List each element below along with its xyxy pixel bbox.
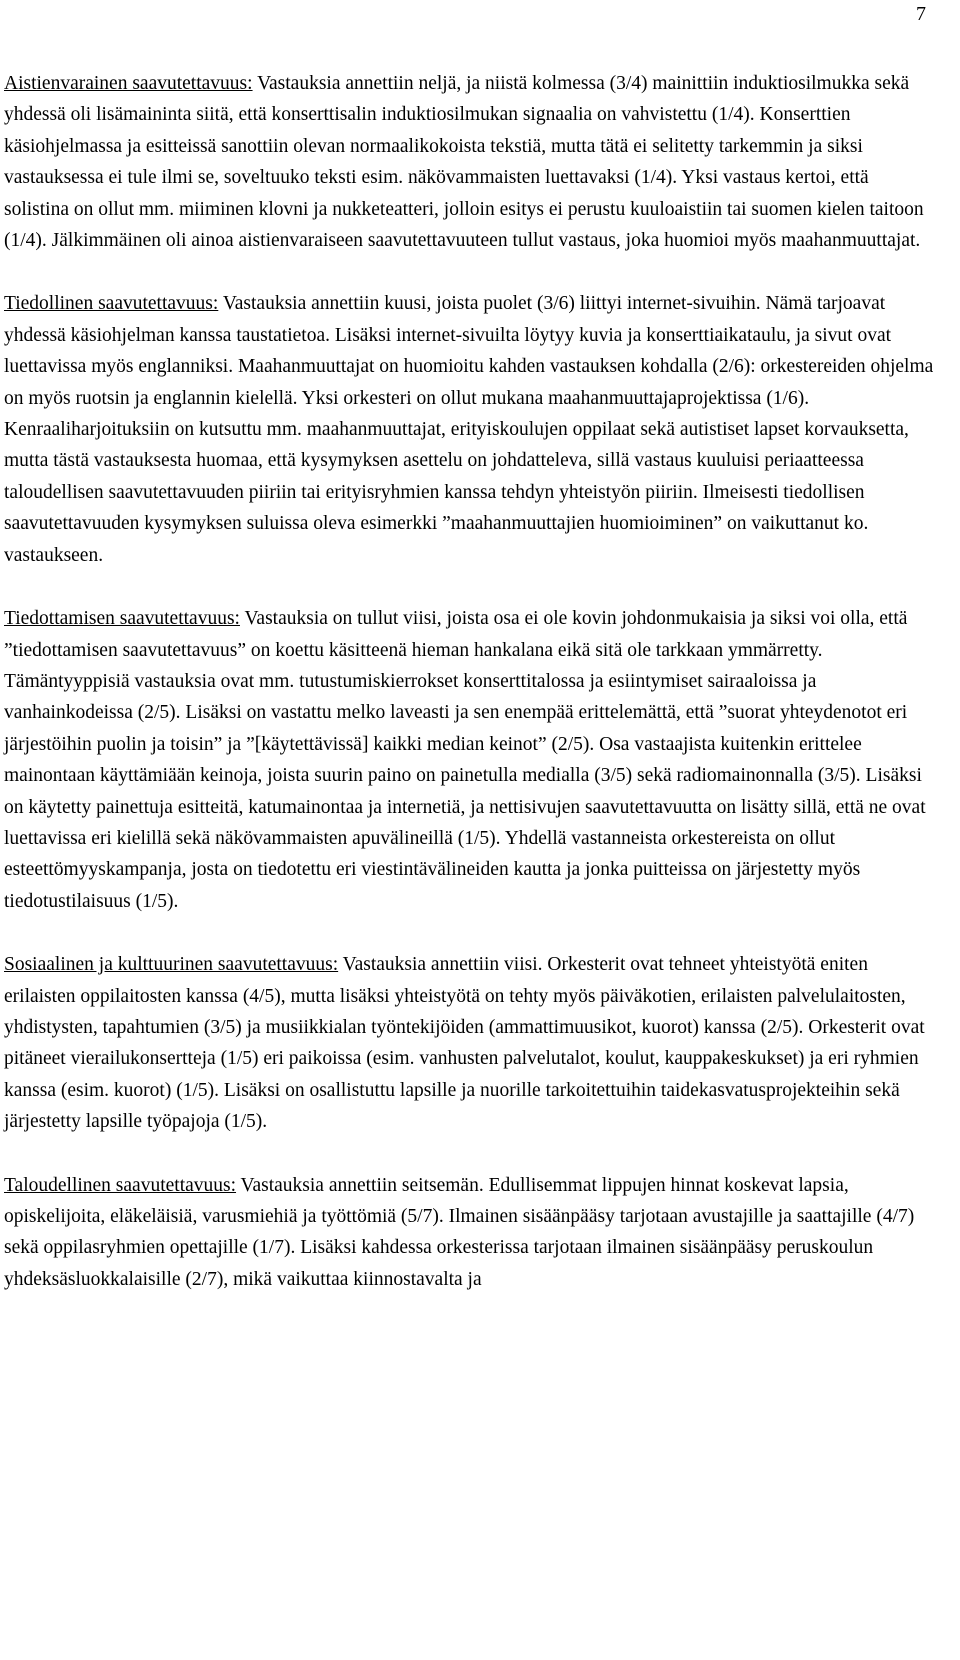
- page-number: 7: [916, 3, 926, 25]
- section-tiedollinen: [4, 288, 936, 571]
- section-heading: Taloudellinen saavutettavuus:: [4, 1174, 237, 1196]
- section-heading: Tiedollinen saavutettavuus:: [4, 293, 219, 315]
- section-heading: Sosiaalinen ja kulttuurinen saavutettavuus:: [4, 954, 339, 976]
- section-sosiaalinen: [4, 949, 936, 1137]
- section-heading: Aistienvarainen saavutettavuus:: [4, 73, 253, 94]
- section-heading: Tiedottamisen saavutettavuus:: [4, 608, 240, 630]
- section-text: Vastauksia annettiin viisi. Orkesterit ovat tehneet yhteistyötä eniten erilaisten oppilaitosten kanssa (4/5), mutta lisäksi yhteistyötä on tehty myös päiväkotien, erilaisten palvelulaitosten, yhdistysten, tapahtumien (3/5) ja musiikkialan työntekijöiden (ammattimuusikot, kuorot) kanssa (2/5). Orkesterit ovat pitäneet vierailukonsertteja (1/5) eri paikoissa (esim. vanhusten palvelutalot, koulut, kauppakeskukset) ja eri ryhmien kanssa (esim. kuorot) (1/5). Lisäksi on osallistuttu lapsille ja nuorille tarkoitettuihin taidekasvatusprojekteihin sekä järjestetty lapsille työpajoja (1/5).: [4, 954, 925, 1133]
- section-text: Vastauksia annettiin seitsemän. Edullisemmat lippujen hinnat koskevat lapsia, opiskelijoita, eläkeläisiä, varusmiehiä ja työttömiä (5/7). Ilmainen sisäänpääsy tarjotaan avustajille ja saattajille (4/7) sekä oppilasryhmien opettajille (1/7). Lisäksi kahdessa orkesterissa tarjotaan ilmainen sisäänpääsy peruskoulun yhdeksäsluokkalaisille (2/7), mikä vaikuttaa kiinnostavalta ja: [4, 1174, 915, 1290]
- section-text: Vastauksia annettiin neljä, ja niistä kolmessa (3/4) mainittiin induktiosilmukka sekä yhdessä oli lisämaininta siitä, että konserttisalin induktiosilmukan signaalia on vahvistettu (1/4). Konserttien käsiohjelmassa ja esitteissä sanottiin olevan normaalikokoista tekstiä, mutta tätä ei selitetty tarkemmin ja siksi vastauksessa ei tule ilmi se, soveltuuko teksti esim. näkövammaisten luettavaksi (1/4). Yksi vastaus kertoi, että solistina on ollut mm. miiminen klovni ja nukketeatteri, jolloin esitys ei perustu kuuloaistiin tai suomen kielen taitoon (1/4). Jälkimmäinen oli ainoa aistienvaraiseen saavutettavuuteen tullut vastaus, joka huomioi myös maahanmuuttajat.: [4, 73, 924, 252]
- section-text: Vastauksia annettiin kuusi, joista puolet (3/6) liittyi internet-sivuihin. Nämä tarjoavat yhdessä käsiohjelman kanssa taustatietoa. Lisäksi internet-sivuilta löytyy kuvia ja konserttiaikataulu, ja sivut ovat luettavissa myös englanniksi. Maahanmuuttajat on huomioitu kahden vastauksen kohdalla (2/6): orkestereiden ohjelma on myös ruotsin ja englannin kielellä. Yksi orkesteri on ollut mukana maahanmuuttajaprojektissa (1/6). Kenraaliharjoituksiin on kutsuttu mm. maahanmuuttajat, erityiskoulujen oppilaat sekä autistiset lapset korvauksetta, mutta tästä vastauksesta huomaa, että kysymyksen asettelu on johdatteleva, sillä vastaus kuuluisi periaatteessa taloudellisen saavutettavuuden piiriin tai erityisryhmien kanssa tehdyn yhteistyön piiriin. Ilmeisesti tiedollisen saavutettavuuden kysymyksen suluissa oleva esimerkki ”maahanmuuttajien huomioiminen” on vaikuttanut ko. vastaukseen.: [4, 293, 934, 566]
- section-aistienvarainen: [4, 68, 936, 256]
- section-text: Vastauksia on tullut viisi, joista osa ei ole kovin johdonmukaisia ja siksi voi olla, että ”tiedottamisen saavutettavuus” on koettu käsitteenä hieman hankalana eikä sitä ole tarkkaan ymmärretty. Tämäntyyppisiä vastauksia ovat mm. tutustumiskierrokset konserttitalossa ja esiintymiset sairaaloissa ja vanhainkodeissa (2/5). Lisäksi on vastattu melko laveasti ja sen enempää erittelemättä, että ”suorat yhteydenotot eri järjestöihin puolin ja toisin” ja ”[käytettävissä] kaikki median keinot” (2/5). Osa vastaajista kuitenkin erittelee mainontaan käyttämiään keinoja, joista suurin paino on painetulla medialla (3/5) sekä radiomainonnalla (3/5). Lisäksi on käytetty painettuja esitteitä, katumainontaa ja internetiä, ja nettisivujen saavutettavuutta on lisätty sillä, että ne ovat luettavissa eri kielillä sekä näkövammaisten apuvälineillä (1/5). Yhdellä vastanneista orkestereista on ollut esteettömyyskampanja, josta on tiedotettu eri viestintävälineiden kautta ja jonka puitteissa on järjestetty myös tiedotustilaisuus (1/5).: [4, 608, 926, 912]
- document-body: [4, 68, 936, 1327]
- section-taloudellinen: [4, 1170, 936, 1296]
- section-tiedottamisen: [4, 603, 936, 917]
